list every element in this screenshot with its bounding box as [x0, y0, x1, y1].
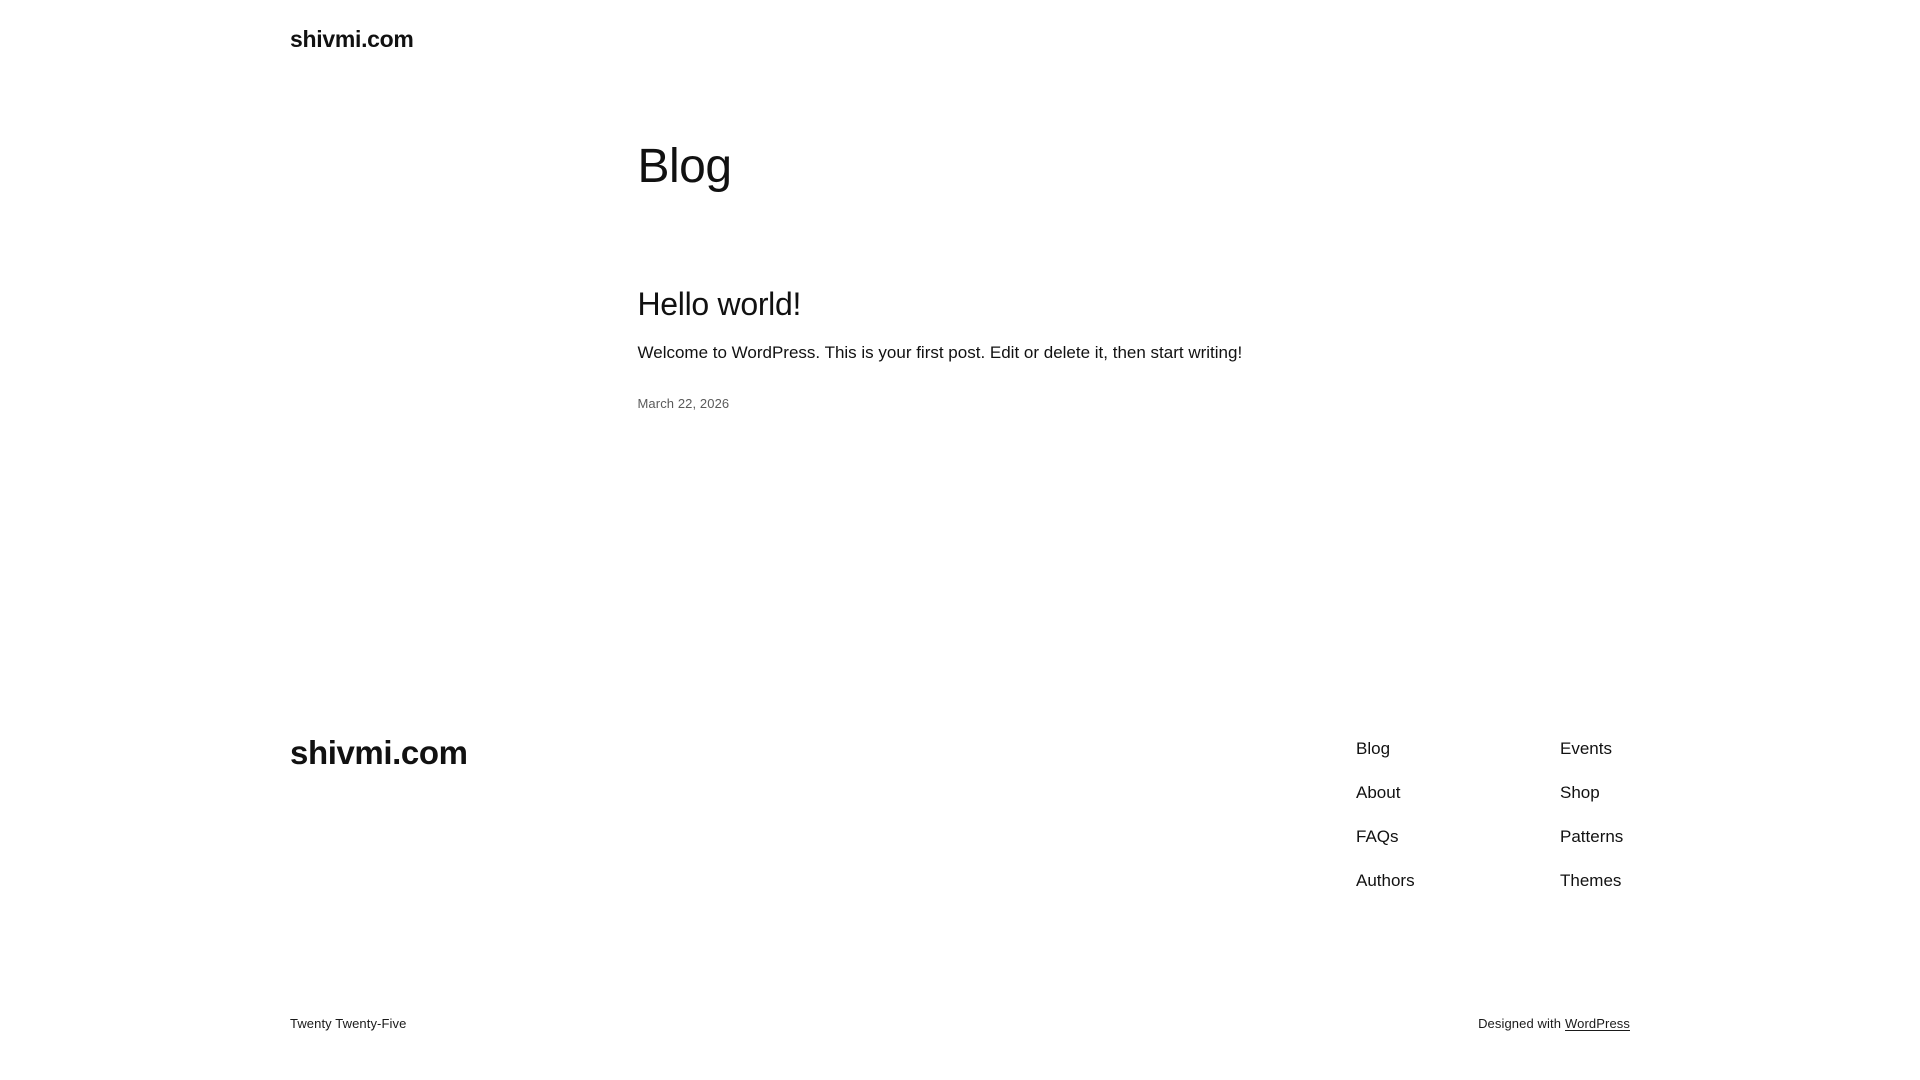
footer-link-blog[interactable]: Blog — [1356, 738, 1391, 758]
footer-nav — [1356, 733, 1630, 894]
footer-nav-item — [1560, 868, 1630, 894]
post-title-link[interactable]: Hello world! — [637, 285, 802, 322]
footer-site-title-link[interactable]: shivmi.com — [290, 733, 468, 771]
footer-link-patterns[interactable]: Patterns — [1560, 826, 1624, 846]
header-site-title-link[interactable]: shivmi.com — [290, 26, 414, 52]
post-item — [638, 285, 1283, 414]
theme-name-text: Twenty Twenty-Five — [290, 1015, 407, 1031]
footer-nav-item — [1560, 824, 1630, 850]
main-content — [0, 54, 1920, 414]
wordpress-link[interactable]: WordPress — [1565, 1015, 1630, 1031]
colophon-bar — [290, 1014, 1630, 1034]
footer-nav-column-1 — [1356, 736, 1560, 894]
footer-link-about[interactable]: About — [1356, 782, 1401, 802]
footer-link-shop[interactable]: Shop — [1560, 782, 1600, 802]
footer-link-events[interactable]: Events — [1560, 738, 1612, 758]
site-header — [290, 0, 1630, 54]
footer-nav-item — [1356, 868, 1560, 894]
footer-link-themes[interactable]: Themes — [1560, 870, 1622, 890]
post-excerpt: Welcome to WordPress. This is your first post. Edit or delete it, then start writing! — [637, 342, 1243, 362]
footer-nav-item — [1560, 780, 1630, 806]
page-title: Blog — [637, 140, 732, 193]
post-title — [638, 285, 1283, 323]
designed-with — [1478, 1014, 1630, 1034]
footer-link-authors[interactable]: Authors — [1356, 870, 1415, 890]
footer-nav-item — [1560, 736, 1630, 762]
footer-nav-item — [1356, 824, 1560, 850]
footer-nav-column-2 — [1560, 736, 1630, 894]
content-column — [638, 138, 1283, 414]
post-date: March 22, 2026 — [637, 395, 730, 411]
designed-with-text: Designed with — [1478, 1015, 1562, 1031]
footer-nav-item — [1356, 736, 1560, 762]
site-footer — [290, 733, 1630, 894]
footer-link-faqs[interactable]: FAQs — [1356, 826, 1399, 846]
footer-nav-item — [1356, 780, 1560, 806]
